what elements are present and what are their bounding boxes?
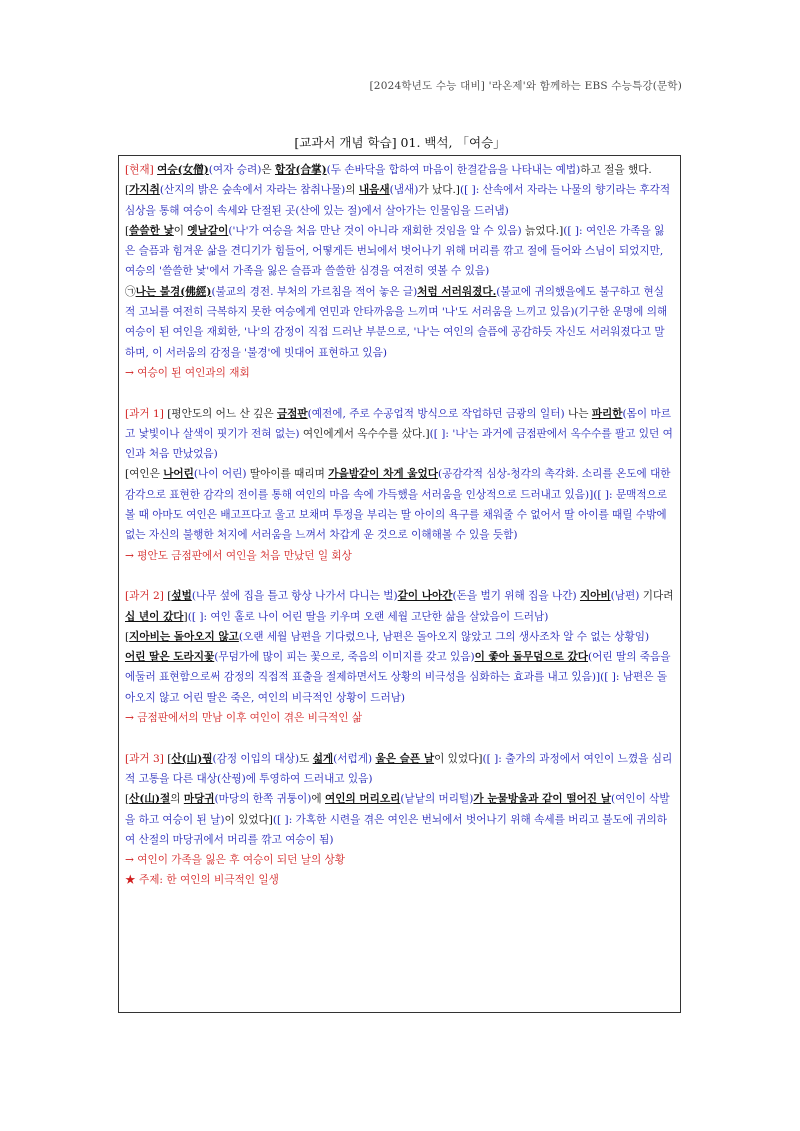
annotation-text: ('나'가 여승을 처음 만난 것이 아니라 재회한 것임을 알 수 있음) bbox=[228, 224, 522, 237]
key-term: 가지취 bbox=[129, 184, 160, 197]
poem-text: 이 bbox=[173, 224, 188, 237]
note-paragraph bbox=[125, 627, 674, 647]
annotation-text: (서럽게) bbox=[333, 752, 373, 765]
key-term: 가 눈물방울과 같이 떨어진 날 bbox=[473, 793, 611, 806]
key-term: 지아비 bbox=[579, 590, 611, 603]
note-paragraph bbox=[125, 850, 674, 870]
section-label: [과거 1] bbox=[125, 407, 168, 420]
key-term: 울은 슬픈 날 bbox=[375, 752, 435, 765]
poem-text: 가 났다.] bbox=[418, 184, 460, 197]
annotation-text: (어린 딸의 죽음을 에둘러 표현함으로써 감정의 직접적 표출을 절제하면서도 상황의 비극성을 심화하는 효과를 내고 있음)] bbox=[125, 651, 671, 684]
annotation-text: (산지의 밝은 숲속에서 자라는 참취나물) bbox=[159, 184, 346, 197]
annotation-text: (나무 섶에 집을 틀고 항상 나가서 다니는 벌) bbox=[191, 590, 398, 603]
key-term: 이 좋아 돌무덤으로 갔다 bbox=[474, 651, 588, 664]
poem-text: [ bbox=[125, 793, 130, 806]
note-paragraph bbox=[125, 586, 674, 627]
annotation-text: (불교에 귀의했을에도 불구하고 현실적 고뇌를 여전히 극복하지 못한 여승에게 연민과 안타까움을 느끼며 '나'도 서러움을 느끼고 있음)(기구한 운명에 의해 여승이 된 여인을 재회한, '나'의 감정이 직접 드러난 부분으로, '나'는 여인의 슬픔에 공감하듯 자신도 서러워졌다고 말하며, 이 서러움의 감정을 '불경'에 빗대어 표현하고 있음) bbox=[125, 285, 668, 359]
poem-text: 에 bbox=[311, 793, 326, 806]
annotation-text: (예전에, 주로 수공업적 방식으로 작업하던 금광의 일터) bbox=[307, 407, 565, 420]
annotation-text: ([ ]: 남편은 돌아오지 않고 어린 딸은 죽은, 여인의 비극적인 상황이 드러남) bbox=[125, 671, 668, 704]
key-term: 가을밤같이 차게 울었다 bbox=[328, 468, 438, 481]
section-label: ★ 주제: 한 여인의 비극적인 일생 bbox=[125, 874, 279, 887]
key-term: 파리한 bbox=[591, 407, 623, 420]
poem-text: 늙었다.] bbox=[521, 224, 564, 237]
key-term: 섧게 bbox=[312, 752, 334, 765]
note-paragraph bbox=[125, 464, 674, 545]
section-spacer bbox=[125, 383, 674, 403]
annotation-text: (낱낱의 머리털) bbox=[400, 793, 474, 806]
annotation-text: (두 손바닥을 합하여 마음이 한결같음을 나타내는 예법) bbox=[326, 164, 581, 176]
annotation-text: ([ ]: 산속에서 자라는 나물의 향기라는 후각적 심상을 통해 여승이 속세와 단절된 곳(산에 있는 절)에서 살아가는 인물임을 드러냄) bbox=[125, 184, 671, 217]
annotation-text: ([ ]: 여인 홀로 나이 어린 딸을 키우며 오랜 세월 고단한 삶을 살았음이 드러남) bbox=[187, 610, 549, 623]
key-term: 같이 나아간 bbox=[397, 590, 453, 603]
study-note-box bbox=[118, 155, 681, 1013]
annotation-text: (공감각적 심상-청각의 촉각화. 소리를 온도에 대한 감각으로 표현한 감각의 전이를 통해 여인의 마음 속에 가득했을 서러움을 인상적으로 드러내고 있음)] bbox=[125, 468, 671, 501]
poem-text: [여인은 bbox=[125, 468, 164, 481]
annotation-text: (여인이 삭발을 하고 여승이 된 날) bbox=[125, 793, 670, 826]
key-term: 여인의 머리오리 bbox=[325, 793, 401, 806]
key-term: 마당귀 bbox=[183, 793, 215, 806]
key-term: 어린 딸은 도라지꽃 bbox=[125, 651, 215, 664]
poem-text: 하고 절을 했다. bbox=[580, 164, 652, 176]
annotation-text: (무덤가에 많이 피는 꽃으로, 죽음의 이미지를 갖고 있음) bbox=[214, 651, 475, 664]
section-label: → 여승이 된 여인과의 재회 bbox=[125, 366, 250, 379]
poem-text: 의 bbox=[170, 793, 184, 806]
section-label: [현재] bbox=[125, 164, 158, 176]
section-label: [과거 3] bbox=[125, 752, 168, 765]
key-term: 나어린 bbox=[163, 468, 194, 481]
note-paragraph bbox=[125, 160, 674, 180]
note-paragraph bbox=[125, 180, 674, 221]
section-spacer bbox=[125, 566, 674, 586]
poem-text: ] bbox=[183, 610, 188, 623]
key-term: 여승(女僧) bbox=[157, 164, 209, 176]
poem-text: 여인에게서 옥수수를 샀다.] bbox=[299, 427, 430, 440]
poem-text: [평안도의 어느 산 깊은 bbox=[167, 407, 277, 420]
note-paragraph bbox=[125, 404, 674, 465]
note-section bbox=[125, 586, 674, 728]
annotation-text: (여자 승려) bbox=[208, 164, 262, 176]
key-term: 산(山)절 bbox=[129, 793, 171, 806]
note-paragraph bbox=[125, 870, 674, 890]
note-section bbox=[125, 749, 674, 891]
annotation-text: (돈을 벌기 위해 집을 나간) bbox=[452, 590, 577, 603]
annotation-text: (냄새) bbox=[389, 184, 419, 197]
annotation-text: (몸이 마르고 낯빛이나 살색이 핏기가 전혀 없는) bbox=[125, 407, 671, 440]
annotation-text: ([ ]: 문맥적으로 볼 때 아마도 여인은 배고프다고 울고 보채며 투정을 부리는 딸 아이의 욕구를 채워줄 수 없어서 딸 아이를 때릴 수밖에 없는 자신의 불행한 처지에 서러움을 느껴서 차갑게 운 것으로 이해해볼 수 있을 듯함) bbox=[125, 488, 668, 542]
document-header: [2024학년도 수능 대비] '라온제'와 함께하는 EBS 수능특강(문학) bbox=[369, 80, 682, 92]
poem-text: [ bbox=[167, 590, 172, 603]
note-paragraph bbox=[125, 282, 674, 363]
key-term: 처럼 서러워졌다. bbox=[417, 285, 497, 298]
annotation-text: (불교의 경전. 부처의 가르침을 적어 놓은 글) bbox=[211, 285, 418, 298]
document-title: [교과서 개념 학습] 01. 백석, 「여승」 bbox=[294, 135, 506, 150]
note-paragraph bbox=[125, 221, 674, 282]
note-paragraph bbox=[125, 546, 674, 566]
key-term: 내음새 bbox=[358, 184, 390, 197]
annotation-text: (남편) bbox=[610, 590, 640, 603]
key-term: 쓸쓸한 낯 bbox=[129, 224, 174, 237]
note-paragraph bbox=[125, 708, 674, 728]
poem-text: 의 bbox=[345, 184, 359, 197]
note-paragraph bbox=[125, 363, 674, 383]
key-term: 십 년이 갔다 bbox=[125, 610, 184, 623]
section-label: → 평안도 금점판에서 여인을 처음 만났던 일 회상 bbox=[125, 549, 352, 562]
poem-text: 딸아이를 때리며 bbox=[246, 468, 329, 481]
key-term: 나는 불경(佛經) bbox=[135, 285, 212, 298]
poem-text: [ bbox=[167, 752, 172, 765]
key-term: 산(山)꿩 bbox=[171, 752, 213, 765]
annotation-text: (마당의 한쪽 귀퉁이) bbox=[214, 793, 312, 806]
poem-text: [ bbox=[125, 184, 130, 197]
poem-text: 이 있었다] bbox=[224, 813, 273, 826]
annotation-text: ([ ]: '나'는 과거에 금점판에서 옥수수를 팔고 있던 여인과 처음 만났었음) bbox=[125, 427, 673, 461]
poem-text: ㉠ bbox=[125, 285, 136, 298]
poem-text: [ bbox=[125, 224, 130, 237]
key-term: 섶벌 bbox=[171, 590, 192, 603]
poem-text: 이 있었다] bbox=[434, 752, 483, 765]
note-section bbox=[125, 404, 674, 566]
section-label: [과거 2] bbox=[125, 590, 168, 603]
note-paragraph bbox=[125, 647, 674, 708]
note-paragraph bbox=[125, 789, 674, 850]
poem-text: 기다려 bbox=[639, 590, 674, 603]
section-label: → 여인이 가족을 잃은 후 여승이 되던 날의 상황 bbox=[125, 854, 346, 867]
poem-text: [ bbox=[125, 630, 130, 643]
annotation-text: (오랜 세월 남편을 기다렸으나, 남편은 돌아오지 않았고 그의 생사조차 알 수 없는 상황임) bbox=[238, 630, 650, 643]
key-term: 금점판 bbox=[276, 407, 308, 420]
annotation-text: ([ ]: 가혹한 시련을 겪은 여인은 번뇌에서 벗어나기 위해 속세를 버리고 불도에 귀의하여 산절의 마당귀에서 머리를 깎고 여승이 됨) bbox=[125, 813, 668, 846]
annotation-text: ([ ]: 여인은 가족을 잃은 슬픔과 힘겨운 삶을 견디기가 힘들어, 어떻게든 번뇌에서 벗어나기 위해 머리를 깎고 절에 들어와 스님이 되었지만, 여승의 '쓸쓸한 낯'에서 가족을 잃은 슬픔과 쓸쓸한 심경을 여전히 엿볼 수 있음) bbox=[125, 224, 665, 278]
poem-text: 나는 bbox=[564, 407, 592, 420]
annotation-text: ([ ]: 출가의 과정에서 여인이 느꼈을 심리적 고통을 다른 대상(산꿩)에 투영하여 드러내고 있음) bbox=[125, 752, 673, 785]
annotation-text: (감정 이입의 대상) bbox=[212, 752, 300, 765]
key-term: 합장(合掌) bbox=[274, 164, 327, 176]
note-section bbox=[125, 160, 674, 383]
poem-text: 은 bbox=[261, 164, 275, 176]
key-term: 옛날같이 bbox=[187, 224, 229, 237]
section-spacer bbox=[125, 728, 674, 748]
note-paragraph bbox=[125, 749, 674, 790]
section-label: → 금점판에서의 만남 이후 여인이 겪은 비극적인 삶 bbox=[125, 712, 363, 725]
poem-text: 도 bbox=[299, 752, 313, 765]
annotation-text: (나이 어린) bbox=[193, 468, 247, 481]
key-term: 지아비는 돌아오지 않고 bbox=[129, 630, 239, 643]
